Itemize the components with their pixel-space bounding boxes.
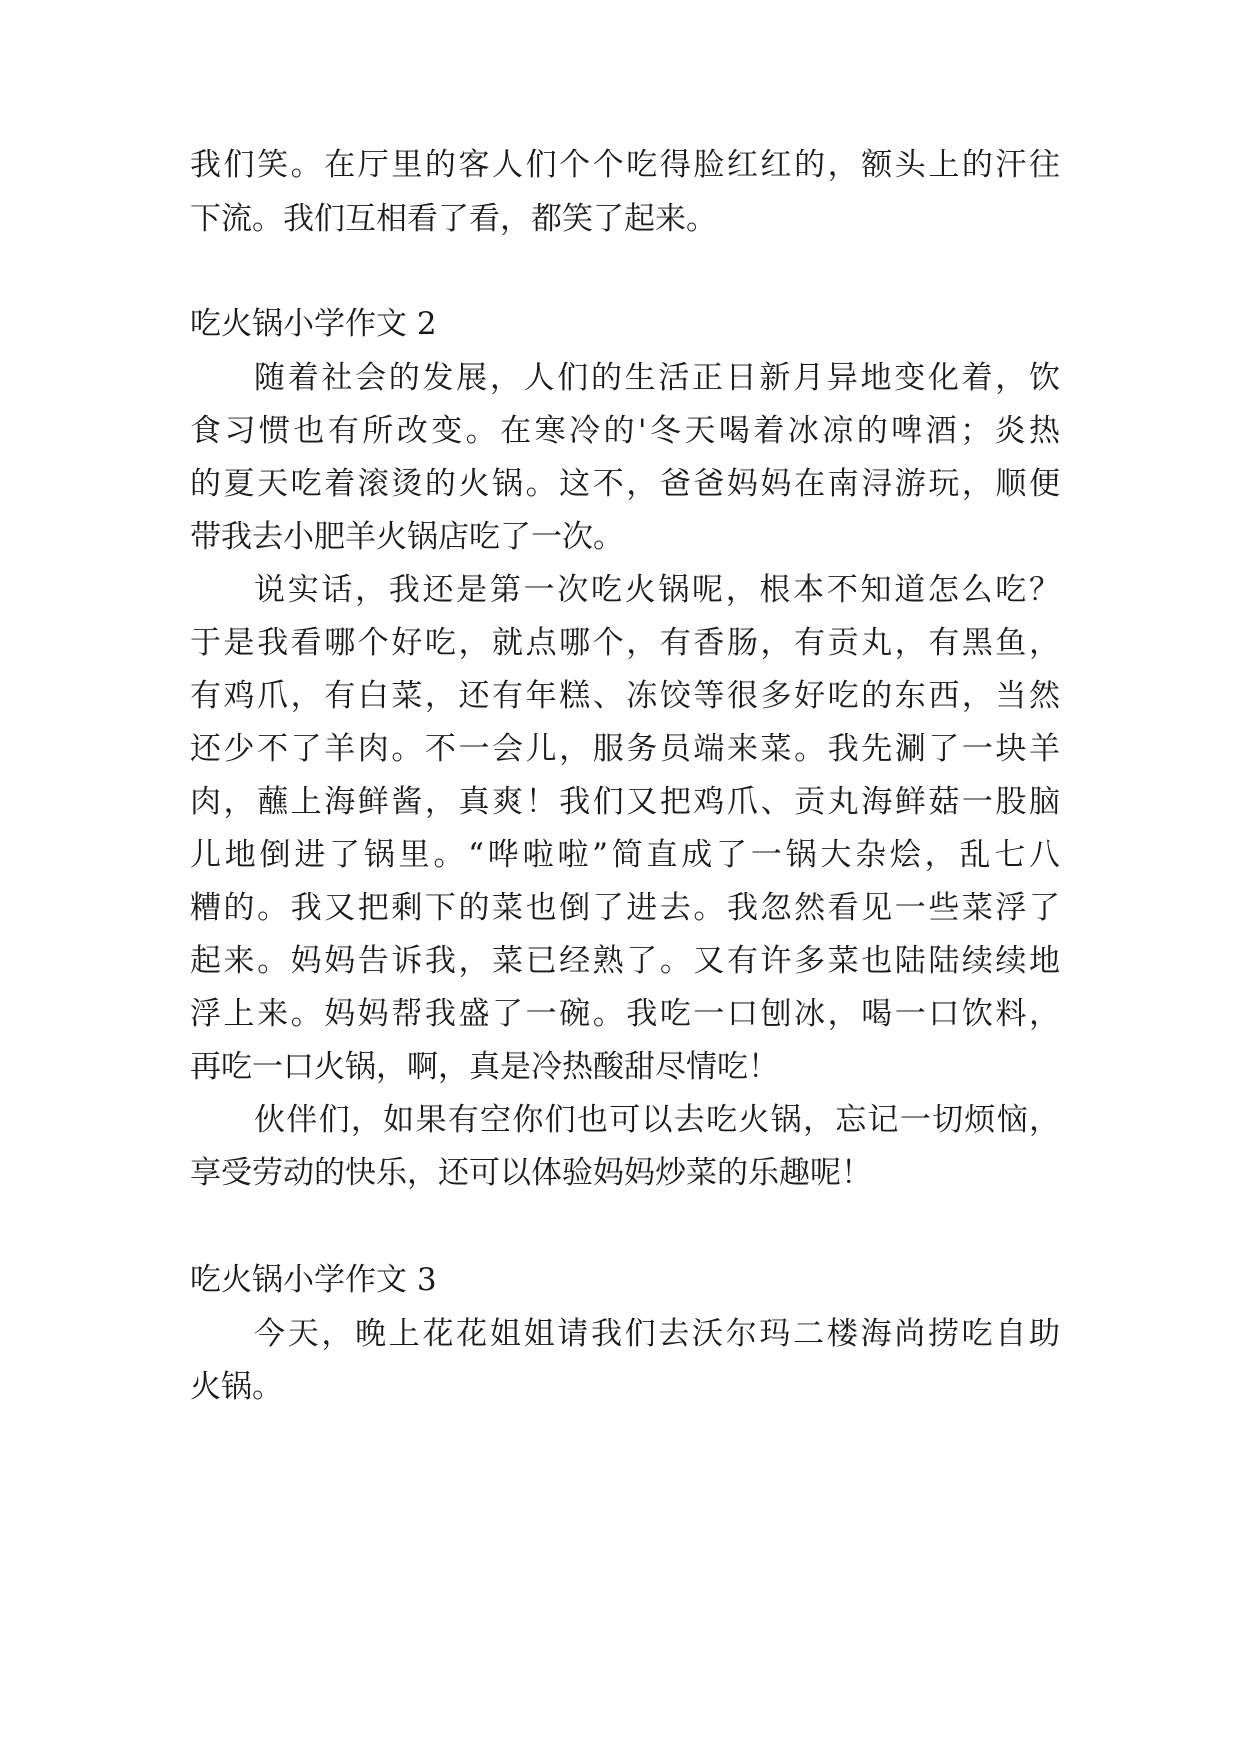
text-line: 的夏天吃着滚烫的火锅。这不，爸爸妈妈在南浔游玩，顺便 — [190, 466, 1060, 502]
text-line: 儿地倒进了锅里。“哗啦啦”简直成了一锅大杂烩，乱七八 — [190, 837, 1060, 873]
text-line: 肉，蘸上海鲜酱，真爽！我们又把鸡爪、贡丸海鲜菇一股脑 — [190, 784, 1060, 820]
text-line: 于是我看哪个好吃，就点哪个，有香肠，有贡丸，有黑鱼， — [190, 625, 1060, 661]
text-line: 再吃一口火锅，啊，真是冷热酸甜尽情吃！ — [190, 1049, 779, 1085]
text-line: 浮上来。妈妈帮我盛了一碗。我吃一口刨冰，喝一口饮料， — [190, 996, 1060, 1032]
text-line: 起来。妈妈告诉我，菜已经熟了。又有许多菜也陆陆续续地 — [190, 943, 1060, 979]
text-line: 还少不了羊肉。不一会儿，服务员端来菜。我先涮了一块羊 — [190, 731, 1060, 767]
text-line: 伙伴们，如果有空你们也可以去吃火锅，忘记一切烦恼， — [254, 1102, 1060, 1138]
text-line: 带我去小肥羊火锅店吃了一次。 — [190, 519, 624, 555]
text-line: 今天，晚上花花姐姐请我们去沃尔玛二楼海尚捞吃自助 — [254, 1316, 1060, 1352]
text-line: 食习惯也有所改变。在寒冷的'冬天喝着冰凉的啤酒；炎热 — [190, 413, 1060, 449]
section-title: 吃火锅小学作文 2 — [190, 306, 437, 342]
text-line: 糟的。我又把剩下的菜也倒了进去。我忽然看见一些菜浮了 — [190, 890, 1060, 926]
text-line: 火锅。 — [190, 1369, 283, 1405]
section-title: 吃火锅小学作文 3 — [190, 1262, 437, 1298]
text-line: 说实话，我还是第一次吃火锅呢，根本不知道怎么吃？ — [254, 572, 1060, 608]
text-line: 有鸡爪，有白菜，还有年糕、冻饺等很多好吃的东西，当然 — [190, 678, 1060, 714]
text-line: 享受劳动的快乐，还可以体验妈妈炒菜的乐趣呢！ — [190, 1155, 872, 1191]
text-line: 下流。我们互相看了看，都笑了起来。 — [190, 201, 717, 237]
text-line: 随着社会的发展，人们的生活正日新月异地变化着，饮 — [254, 360, 1060, 396]
text-line: 我们笑。在厅里的客人们个个吃得脸红红的，额头上的汗往 — [190, 147, 1060, 183]
